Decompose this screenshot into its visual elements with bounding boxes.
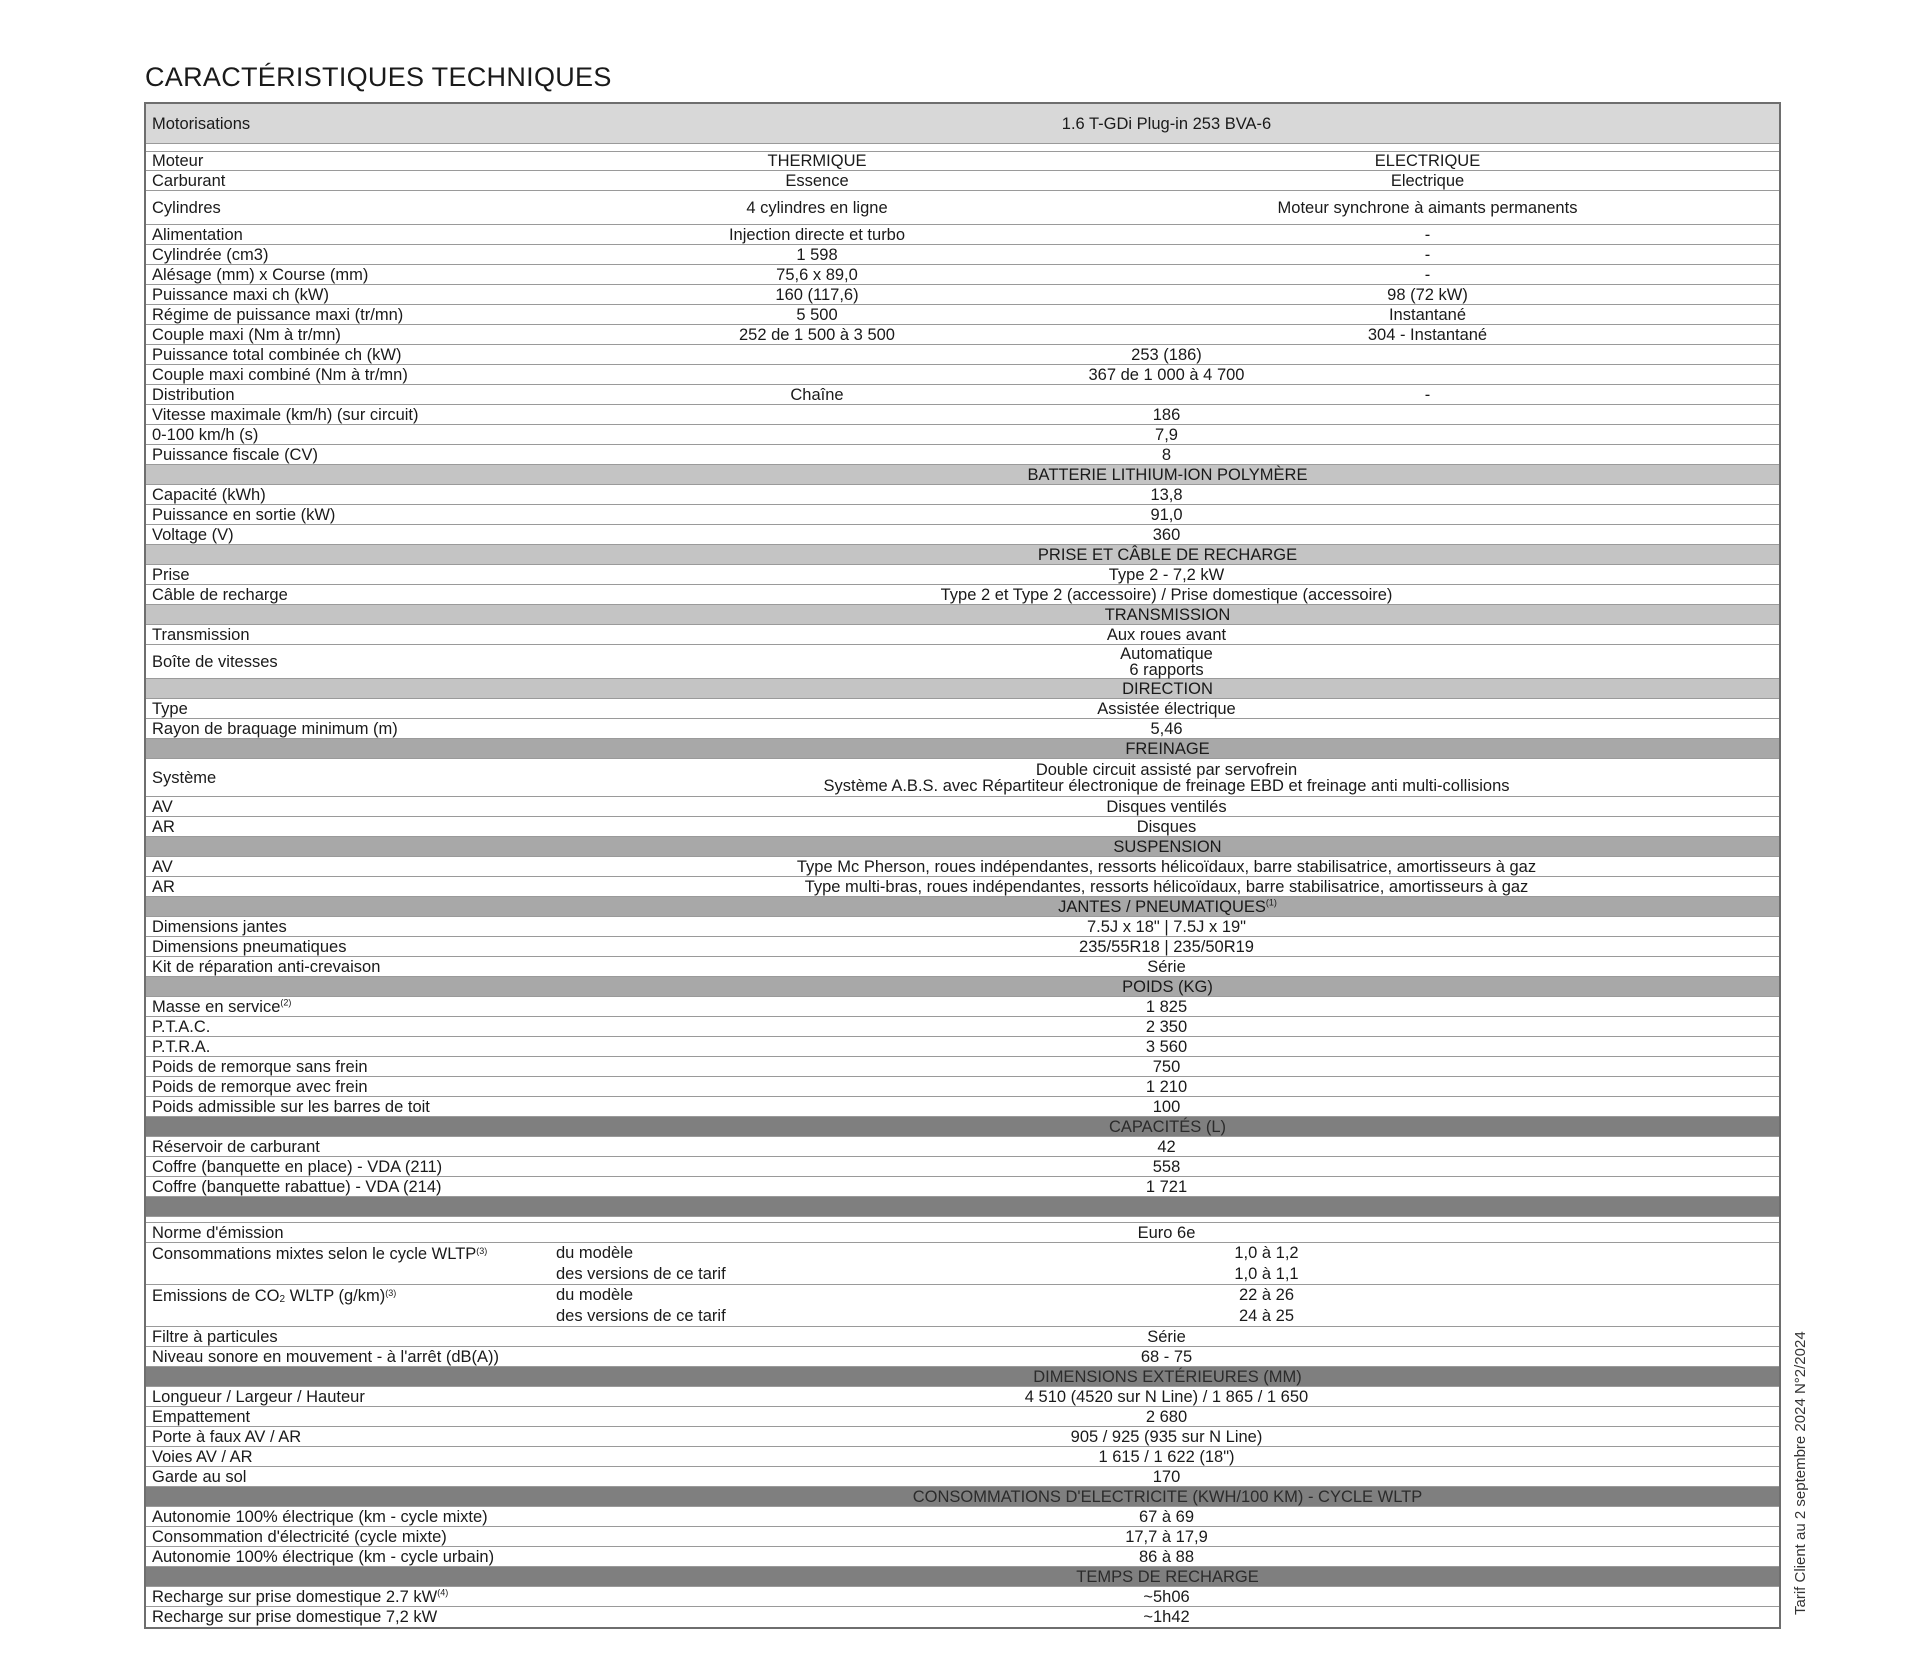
row-label: Filtre à particules xyxy=(152,1327,278,1346)
section-title-text: JANTES / PNEUMATIQUES xyxy=(1058,897,1266,916)
table-row xyxy=(146,505,1779,525)
row-label: P.T.R.A. xyxy=(152,1037,211,1056)
row-label: Réservoir de carburant xyxy=(152,1137,320,1156)
table-row xyxy=(146,1327,1779,1347)
sub-labels xyxy=(556,1285,756,1326)
row-label: Garde au sol xyxy=(152,1467,247,1486)
table-row xyxy=(146,525,1779,545)
table-row xyxy=(146,1057,1779,1077)
row-value: 2 680 xyxy=(1145,1407,1188,1426)
table-row xyxy=(146,1407,1779,1427)
section-header-tyres xyxy=(146,897,1779,917)
row-value: 170 xyxy=(1152,1467,1181,1486)
row-value: 1 210 xyxy=(1145,1077,1188,1096)
table-row xyxy=(146,1347,1779,1367)
thermique-value: Essence xyxy=(785,171,849,190)
row-label: Boîte de vitesses xyxy=(152,652,278,671)
row-value: 42 xyxy=(1157,1137,1176,1156)
header-label: Motorisations xyxy=(152,114,251,133)
value-line: Automatique xyxy=(1120,644,1213,663)
side-note-text: Tarif Client au 2 septembre 2024 N°2/2024 xyxy=(1792,1331,1809,1615)
section-title: FREINAGE xyxy=(1125,739,1210,758)
row-value: 24 à 25 xyxy=(1238,1306,1295,1325)
row-value: 235/55R18 | 235/50R19 xyxy=(1079,937,1254,956)
row-label: Consommation d'électricité (cycle mixte) xyxy=(152,1527,447,1546)
section-title: TRANSMISSION xyxy=(1104,605,1231,624)
section-title: CONSOMMATIONS D'ELECTRICITE (KWH/100 KM) - CYCLE WLTP xyxy=(912,1487,1423,1506)
row-value: 67 à 69 xyxy=(1138,1507,1195,1526)
label-subscript: 2 xyxy=(279,1294,286,1305)
row-label: Kit de réparation anti-crevaison xyxy=(152,957,381,976)
table-row xyxy=(146,699,1779,719)
section-title: TEMPS DE RECHARGE xyxy=(1076,1567,1259,1586)
row-label: 0-100 km/h (s) xyxy=(152,425,259,444)
sub-labels xyxy=(556,1243,756,1284)
row-label: Autonomie 100% électrique (km - cycle mixte) xyxy=(152,1507,488,1526)
row-label: Puissance fiscale (CV) xyxy=(152,445,318,464)
label-text: Emissions de CO xyxy=(152,1287,280,1305)
table-row xyxy=(146,1527,1779,1547)
section-header-electric-consumption xyxy=(146,1487,1779,1507)
table-row xyxy=(146,171,1779,191)
row-label: Voltage (V) xyxy=(152,525,234,544)
row-value: 1,0 à 1,1 xyxy=(1234,1264,1299,1283)
row-label: Vitesse maximale (km/h) (sur circuit) xyxy=(152,405,419,424)
section-header-suspension xyxy=(146,837,1779,857)
table-row xyxy=(146,265,1779,285)
row-label: Transmission xyxy=(152,625,250,644)
table-row xyxy=(146,1137,1779,1157)
value-line: 6 rapports xyxy=(1129,660,1204,679)
row-values xyxy=(756,1243,1777,1284)
electrique-value: 304 - Instantané xyxy=(1367,325,1488,344)
row-label: Type xyxy=(152,699,188,718)
table-row xyxy=(146,937,1779,957)
section-title: DIMENSIONS EXTÉRIEURES (MM) xyxy=(1033,1367,1302,1386)
row-value: 22 à 26 xyxy=(1238,1286,1295,1305)
table-row xyxy=(146,1285,1779,1327)
section-title: BATTERIE LITHIUM-ION POLYMÈRE xyxy=(1027,465,1308,484)
row-label: Puissance total combinée ch (kW) xyxy=(152,345,402,364)
row-label: Poids de remorque avec frein xyxy=(152,1077,368,1096)
page-title: CARACTÉRISTIQUES TECHNIQUES xyxy=(145,62,612,92)
label-text: WLTP (g/km) xyxy=(285,1287,386,1305)
row-label: Cylindrée (cm3) xyxy=(152,245,269,264)
row-value: Type 2 et Type 2 (accessoire) / Prise domestique (accessoire) xyxy=(940,585,1393,604)
thermique-value: 1 598 xyxy=(796,245,838,264)
row-value: Type multi-bras, roues indépendantes, ressorts hélicoïdaux, barre stabilisatrice, amortisseurs à gaz xyxy=(804,877,1529,896)
row-value: 253 (186) xyxy=(1131,345,1202,364)
section-header-dimensions xyxy=(146,1367,1779,1387)
value-line: Système A.B.S. avec Répartiteur électronique de freinage EBD et freinage anti multi-collisions xyxy=(823,776,1510,795)
table-row xyxy=(146,405,1779,425)
row-value: 360 xyxy=(1152,525,1181,544)
row-label: Couple maxi combiné (Nm à tr/mn) xyxy=(152,365,408,384)
table-row xyxy=(146,1447,1779,1467)
section-title: PRISE ET CÂBLE DE RECHARGE xyxy=(1037,545,1298,564)
row-label: Rayon de braquage minimum (m) xyxy=(152,719,398,738)
row-value: 7,9 xyxy=(1155,425,1178,444)
row-label: Alimentation xyxy=(152,225,243,244)
sub-label: des versions de ce tarif xyxy=(556,1264,726,1283)
row-label: Couple maxi (Nm à tr/mn) xyxy=(152,325,341,344)
row-label: Puissance en sortie (kW) xyxy=(152,505,336,524)
table-row xyxy=(146,857,1779,877)
table-row xyxy=(146,997,1779,1017)
spacer-row xyxy=(146,144,1779,152)
table-row xyxy=(146,1223,1779,1243)
row-label xyxy=(146,1589,556,1605)
row-value: 91,0 xyxy=(1150,505,1183,524)
value-line: Double circuit assisté par servofrein xyxy=(1035,760,1298,779)
table-row xyxy=(146,1037,1779,1057)
row-value: 367 de 1 000 à 4 700 xyxy=(1088,365,1245,384)
row-value: Euro 6e xyxy=(1137,1223,1196,1242)
table-row xyxy=(146,1547,1779,1567)
row-value: Série xyxy=(1147,1327,1186,1346)
table-row xyxy=(146,365,1779,385)
thermique-value: 4 cylindres en ligne xyxy=(746,198,888,217)
section-title: CAPACITÉS (L) xyxy=(1108,1117,1227,1136)
row-label: Puissance maxi ch (kW) xyxy=(152,285,329,304)
row-value: 1 825 xyxy=(1145,997,1188,1016)
row-value: 17,7 à 17,9 xyxy=(1125,1527,1208,1546)
table-row xyxy=(146,152,1779,171)
row-value: 558 xyxy=(1152,1157,1181,1176)
section-title: DIRECTION xyxy=(1122,679,1213,698)
electrique-value: ELECTRIQUE xyxy=(1374,152,1481,170)
row-label: AV xyxy=(152,797,173,816)
section-header-battery xyxy=(146,465,1779,485)
table-row xyxy=(146,445,1779,465)
footnote-ref: (3) xyxy=(385,1288,397,1298)
table-row xyxy=(146,719,1779,739)
row-label: Câble de recharge xyxy=(152,585,288,604)
row-label: Empattement xyxy=(152,1407,251,1426)
section-header-capacities xyxy=(146,1117,1779,1137)
row-label xyxy=(146,1243,556,1284)
table-row xyxy=(146,1177,1779,1197)
thermique-value: Injection directe et turbo xyxy=(728,225,906,244)
row-values xyxy=(756,1285,1777,1326)
row-value: ~1h42 xyxy=(1143,1608,1190,1626)
section-header-steering xyxy=(146,679,1779,699)
table-row xyxy=(146,917,1779,937)
row-value xyxy=(556,646,1777,678)
row-value: Type 2 - 7,2 kW xyxy=(1108,565,1225,584)
row-value: Type Mc Pherson, roues indépendantes, ressorts hélicoïdaux, barre stabilisatrice, amortisseurs à gaz xyxy=(796,857,1537,876)
table-header-row xyxy=(146,104,1779,144)
electrique-value: Instantané xyxy=(1388,305,1467,324)
table-row xyxy=(146,305,1779,325)
footnote-ref: (2) xyxy=(280,997,292,1007)
row-value: 750 xyxy=(1152,1057,1181,1076)
thermique-value: 252 de 1 500 à 3 500 xyxy=(739,325,895,344)
label-text: Masse en service xyxy=(152,997,281,1016)
row-label: Norme d'émission xyxy=(152,1223,284,1242)
row-label: Voies AV / AR xyxy=(152,1447,253,1466)
row-label xyxy=(146,999,556,1015)
row-label: Moteur xyxy=(152,152,204,170)
row-label: Dimensions jantes xyxy=(152,917,287,936)
row-label: AR xyxy=(152,877,175,896)
row-label: Capacité (kWh) xyxy=(152,485,266,504)
section-title xyxy=(557,899,1778,915)
table-row xyxy=(146,1243,1779,1285)
row-value: 86 à 88 xyxy=(1138,1547,1195,1566)
electrique-value: - xyxy=(1424,385,1431,404)
table-row xyxy=(146,797,1779,817)
row-label: Coffre (banquette en place) - VDA (211) xyxy=(152,1157,443,1176)
table-row xyxy=(146,625,1779,645)
row-label: Niveau sonore en mouvement - à l'arrêt (dB(A)) xyxy=(152,1347,500,1366)
footnote-ref: (3) xyxy=(476,1246,488,1256)
label-text: Consommations mixtes selon le cycle WLTP xyxy=(152,1245,477,1263)
table-row xyxy=(146,191,1779,225)
row-value: 1 615 / 1 622 (18") xyxy=(1098,1447,1235,1466)
row-label: AR xyxy=(152,817,175,836)
table-row xyxy=(146,957,1779,977)
thermique-value: Chaîne xyxy=(790,385,844,404)
row-value: 1,0 à 1,2 xyxy=(1234,1244,1299,1263)
table-row xyxy=(146,1607,1779,1627)
section-header-emissions xyxy=(146,1197,1779,1217)
table-row xyxy=(146,1507,1779,1527)
table-row xyxy=(146,1157,1779,1177)
row-value: Disques xyxy=(1136,817,1197,836)
row-label: Carburant xyxy=(152,171,226,190)
row-label: Poids admissible sur les barres de toit xyxy=(152,1097,430,1116)
row-value: Assistée électrique xyxy=(1097,699,1236,718)
table-row xyxy=(146,585,1779,605)
row-value: 905 / 925 (935 sur N Line) xyxy=(1070,1427,1263,1446)
table-row xyxy=(146,1017,1779,1037)
table-row xyxy=(146,645,1779,679)
row-label: Coffre (banquette rabattue) - VDA (214) xyxy=(152,1177,442,1196)
row-value: 8 xyxy=(1161,445,1172,464)
row-label: Autonomie 100% électrique (km - cycle urbain) xyxy=(152,1547,495,1566)
table-row xyxy=(146,759,1779,797)
row-label: Dimensions pneumatiques xyxy=(152,937,347,956)
table-row xyxy=(146,1077,1779,1097)
table-row xyxy=(146,325,1779,345)
sub-label: du modèle xyxy=(556,1286,634,1305)
row-label: Régime de puissance maxi (tr/mn) xyxy=(152,305,404,324)
row-value: ~5h06 xyxy=(1143,1587,1190,1606)
row-value: 7.5J x 18" | 7.5J x 19" xyxy=(1086,917,1247,936)
section-title: POIDS (KG) xyxy=(1122,977,1213,996)
row-value: 2 350 xyxy=(1145,1017,1188,1036)
table-row xyxy=(146,817,1779,837)
table-row xyxy=(146,345,1779,365)
section-header-charge-time xyxy=(146,1567,1779,1587)
section-header-brakes xyxy=(146,739,1779,759)
table-row xyxy=(146,1427,1779,1447)
table-row xyxy=(146,1467,1779,1487)
electrique-value: Moteur synchrone à aimants permanents xyxy=(1277,198,1578,217)
row-label: Cylindres xyxy=(152,198,221,217)
electrique-value: - xyxy=(1424,265,1431,284)
row-value xyxy=(556,762,1777,794)
table-row xyxy=(146,385,1779,405)
table-row xyxy=(146,425,1779,445)
footnote-ref: (4) xyxy=(437,1587,449,1597)
row-value: 186 xyxy=(1152,405,1181,424)
sub-label: des versions de ce tarif xyxy=(556,1306,726,1325)
header-value: 1.6 T-GDi Plug-in 253 BVA-6 xyxy=(1061,114,1272,133)
thermique-value: THERMIQUE xyxy=(767,152,867,170)
row-value: 3 560 xyxy=(1145,1037,1188,1056)
table-row xyxy=(146,285,1779,305)
table-row xyxy=(146,245,1779,265)
sub-label: du modèle xyxy=(556,1244,634,1263)
row-label: Prise xyxy=(152,565,190,584)
electrique-value: Electrique xyxy=(1390,171,1465,190)
side-note xyxy=(1788,1290,1808,1615)
table-row xyxy=(146,1587,1779,1607)
table-row xyxy=(146,1097,1779,1117)
electrique-value: 98 (72 kW) xyxy=(1387,285,1468,304)
spec-table xyxy=(144,102,1781,1629)
label-text: Recharge sur prise domestique 2.7 kW xyxy=(152,1587,438,1606)
table-row xyxy=(146,225,1779,245)
table-row xyxy=(146,1387,1779,1407)
row-label: Système xyxy=(152,768,217,787)
row-value: Aux roues avant xyxy=(1106,625,1227,644)
table-row xyxy=(146,565,1779,585)
row-value: Disques ventilés xyxy=(1106,797,1227,816)
thermique-value: 160 (117,6) xyxy=(775,285,859,304)
row-label: Longueur / Largeur / Hauteur xyxy=(152,1387,365,1406)
row-label: Porte à faux AV / AR xyxy=(152,1427,302,1446)
electrique-value: - xyxy=(1424,245,1431,264)
row-label: AV xyxy=(152,857,173,876)
row-value: 5,46 xyxy=(1150,719,1183,738)
section-title: SUSPENSION xyxy=(1113,837,1222,856)
section-header-transmission xyxy=(146,605,1779,625)
row-value: Série xyxy=(1147,957,1186,976)
row-value: 100 xyxy=(1152,1097,1181,1116)
section-header-charging xyxy=(146,545,1779,565)
footnote-ref: (1) xyxy=(1265,897,1277,907)
row-label: Recharge sur prise domestique 7,2 kW xyxy=(152,1608,438,1626)
row-label xyxy=(146,1285,556,1326)
thermique-value: 75,6 x 89,0 xyxy=(776,265,858,284)
section-header-weights xyxy=(146,977,1779,997)
row-label: P.T.A.C. xyxy=(152,1017,211,1036)
row-label: Distribution xyxy=(152,385,235,404)
row-label: Poids de remorque sans frein xyxy=(152,1057,368,1076)
electrique-value: - xyxy=(1424,225,1431,244)
row-value: 68 - 75 xyxy=(1140,1347,1193,1366)
thermique-value: 5 500 xyxy=(796,305,838,324)
row-label: Alésage (mm) x Course (mm) xyxy=(152,265,369,284)
row-value: 1 721 xyxy=(1145,1177,1188,1196)
table-row xyxy=(146,485,1779,505)
row-value: 13,8 xyxy=(1150,485,1183,504)
table-row xyxy=(146,877,1779,897)
row-value: 4 510 (4520 sur N Line) / 1 865 / 1 650 xyxy=(1024,1387,1309,1406)
